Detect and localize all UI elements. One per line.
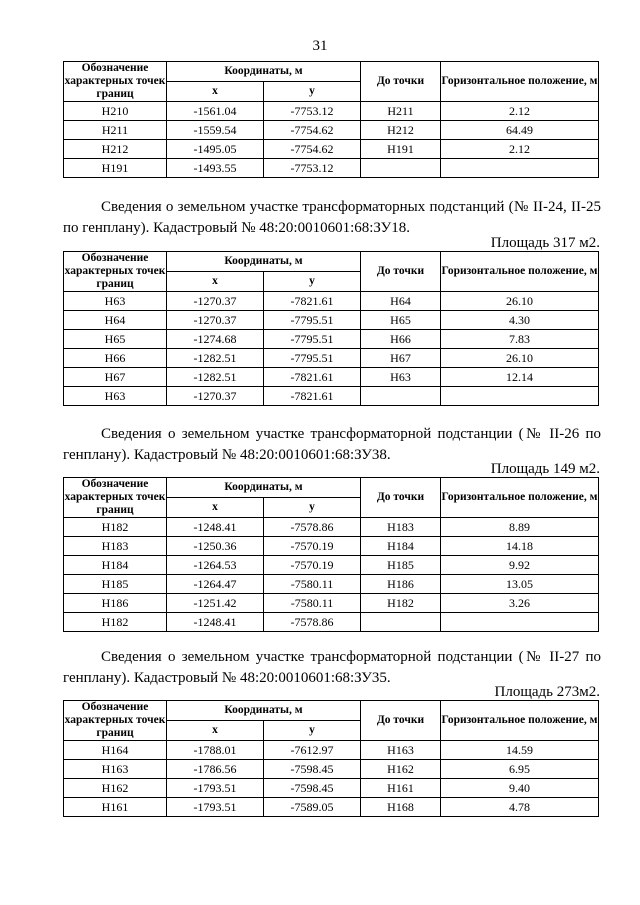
- distance-cell: 12.14: [441, 368, 599, 387]
- to-point-cell: Н182: [361, 594, 441, 613]
- to-point-cell: Н63: [361, 368, 441, 387]
- table-row: [64, 368, 599, 387]
- to-point-cell: [361, 387, 441, 406]
- table-body: [64, 518, 599, 632]
- table-row: [64, 330, 599, 349]
- y-coordinate-cell: -7580.11: [264, 594, 361, 613]
- y-coordinate-cell: -7754.62: [264, 140, 361, 159]
- to-point-cell: Н168: [361, 798, 441, 817]
- table-row: [64, 741, 599, 760]
- y-coordinate-cell: -7589.05: [264, 798, 361, 817]
- header-coordinates: Координаты, м: [167, 478, 361, 498]
- point-name-cell: Н162: [64, 779, 167, 798]
- to-point-cell: Н183: [361, 518, 441, 537]
- x-coordinate-cell: -1495.05: [167, 140, 264, 159]
- header-x: x: [167, 721, 264, 741]
- x-coordinate-cell: -1248.41: [167, 613, 264, 632]
- to-point-cell: Н186: [361, 575, 441, 594]
- coordinates-table: [63, 700, 599, 817]
- header-point-name: Обозначение характерных точек границ: [64, 62, 166, 100]
- header-point-name: Обозначение характерных точек границ: [64, 701, 166, 739]
- parcel-area: Площадь 149 м2.: [490, 461, 600, 477]
- y-coordinate-cell: -7578.86: [264, 518, 361, 537]
- header-x: x: [167, 498, 264, 518]
- table-row: [64, 159, 599, 178]
- x-coordinate-cell: -1786.56: [167, 760, 264, 779]
- to-point-cell: Н67: [361, 349, 441, 368]
- x-coordinate-cell: -1270.37: [167, 387, 264, 406]
- header-y: y: [264, 721, 361, 741]
- header-x: x: [167, 272, 264, 292]
- parcel-description: Сведения о земельном участке трансформаторной подстанции (№ II-27 по генплану). Кадастровый № 48:20:0010601:68:ЗУ35.: [63, 649, 601, 686]
- to-point-cell: Н65: [361, 311, 441, 330]
- distance-cell: 9.92: [441, 556, 599, 575]
- coordinates-table: [63, 61, 599, 178]
- header-x: x: [167, 82, 264, 102]
- distance-cell: 3.26: [441, 594, 599, 613]
- x-coordinate-cell: -1788.01: [167, 741, 264, 760]
- header-to-point: До точки: [361, 252, 441, 292]
- point-name-cell: Н191: [64, 159, 167, 178]
- x-coordinate-cell: -1282.51: [167, 368, 264, 387]
- table-row: [64, 798, 599, 817]
- y-coordinate-cell: -7795.51: [264, 311, 361, 330]
- y-coordinate-cell: -7598.45: [264, 779, 361, 798]
- table-row: [64, 556, 599, 575]
- header-to-point: До точки: [361, 478, 441, 518]
- header-y: y: [264, 498, 361, 518]
- y-coordinate-cell: -7795.51: [264, 330, 361, 349]
- y-coordinate-cell: -7598.45: [264, 760, 361, 779]
- to-point-cell: Н184: [361, 537, 441, 556]
- distance-cell: 26.10: [441, 292, 599, 311]
- table-row: [64, 121, 599, 140]
- table-row: [64, 594, 599, 613]
- y-coordinate-cell: -7821.61: [264, 292, 361, 311]
- coordinates-table: [63, 251, 599, 406]
- point-name-cell: Н185: [64, 575, 167, 594]
- distance-cell: 7.83: [441, 330, 599, 349]
- point-name-cell: Н63: [64, 292, 167, 311]
- y-coordinate-cell: -7570.19: [264, 556, 361, 575]
- x-coordinate-cell: -1270.37: [167, 311, 264, 330]
- header-coordinates: Координаты, м: [167, 252, 361, 272]
- point-name-cell: Н210: [64, 102, 167, 121]
- point-name-cell: Н183: [64, 537, 167, 556]
- point-name-cell: Н182: [64, 613, 167, 632]
- x-coordinate-cell: -1250.36: [167, 537, 264, 556]
- distance-cell: 2.12: [441, 102, 599, 121]
- x-coordinate-cell: -1559.54: [167, 121, 264, 140]
- y-coordinate-cell: -7570.19: [264, 537, 361, 556]
- point-name-cell: Н163: [64, 760, 167, 779]
- coordinates-table: [63, 477, 599, 632]
- distance-cell: [441, 613, 599, 632]
- header-to-point: До точки: [361, 62, 441, 102]
- table-row: [64, 387, 599, 406]
- x-coordinate-cell: -1274.68: [167, 330, 264, 349]
- to-point-cell: Н64: [361, 292, 441, 311]
- header-y: y: [264, 272, 361, 292]
- table-body: [64, 292, 599, 406]
- y-coordinate-cell: -7580.11: [264, 575, 361, 594]
- to-point-cell: Н211: [361, 102, 441, 121]
- y-coordinate-cell: -7753.12: [264, 159, 361, 178]
- parcel-area: Площадь 317 м2.: [490, 235, 600, 251]
- parcel-area: Площадь 273м2.: [494, 684, 600, 700]
- point-name-cell: Н182: [64, 518, 167, 537]
- distance-cell: 64.49: [441, 121, 599, 140]
- point-name-cell: Н67: [64, 368, 167, 387]
- to-point-cell: Н66: [361, 330, 441, 349]
- header-coordinates: Координаты, м: [167, 62, 361, 82]
- table-row: [64, 311, 599, 330]
- to-point-cell: Н161: [361, 779, 441, 798]
- table-row: [64, 349, 599, 368]
- point-name-cell: Н161: [64, 798, 167, 817]
- to-point-cell: [361, 613, 441, 632]
- point-name-cell: Н186: [64, 594, 167, 613]
- point-name-cell: Н66: [64, 349, 167, 368]
- to-point-cell: Н162: [361, 760, 441, 779]
- distance-cell: 4.30: [441, 311, 599, 330]
- point-name-cell: Н184: [64, 556, 167, 575]
- parcel-description: Сведения о земельном участке трансформаторной подстанции (№ II-26 по генплану). Кадастровый № 48:20:0010601:68:ЗУ38.: [63, 426, 601, 463]
- table-row: [64, 292, 599, 311]
- x-coordinate-cell: -1248.41: [167, 518, 264, 537]
- table-row: [64, 613, 599, 632]
- table-row: [64, 537, 599, 556]
- table-row: [64, 518, 599, 537]
- x-coordinate-cell: -1493.55: [167, 159, 264, 178]
- y-coordinate-cell: -7795.51: [264, 349, 361, 368]
- header-coordinates: Координаты, м: [167, 701, 361, 721]
- distance-cell: 13.05: [441, 575, 599, 594]
- to-point-cell: Н163: [361, 741, 441, 760]
- x-coordinate-cell: -1264.47: [167, 575, 264, 594]
- to-point-cell: Н191: [361, 140, 441, 159]
- x-coordinate-cell: -1251.42: [167, 594, 264, 613]
- distance-cell: [441, 387, 599, 406]
- x-coordinate-cell: -1561.04: [167, 102, 264, 121]
- header-point-name: Обозначение характерных точек границ: [64, 252, 166, 290]
- to-point-cell: Н212: [361, 121, 441, 140]
- distance-cell: 26.10: [441, 349, 599, 368]
- header-point-name: Обозначение характерных точек границ: [64, 478, 166, 516]
- table-row: [64, 760, 599, 779]
- header-horizontal-distance: Горизонтальное положение, м: [441, 252, 599, 292]
- header-to-point: До точки: [361, 701, 441, 741]
- y-coordinate-cell: -7821.61: [264, 368, 361, 387]
- x-coordinate-cell: -1793.51: [167, 779, 264, 798]
- x-coordinate-cell: -1793.51: [167, 798, 264, 817]
- to-point-cell: Н185: [361, 556, 441, 575]
- y-coordinate-cell: -7612.97: [264, 741, 361, 760]
- distance-cell: [441, 159, 599, 178]
- to-point-cell: [361, 159, 441, 178]
- y-coordinate-cell: -7754.62: [264, 121, 361, 140]
- x-coordinate-cell: -1282.51: [167, 349, 264, 368]
- table-body: [64, 102, 599, 178]
- point-name-cell: Н63: [64, 387, 167, 406]
- point-name-cell: Н164: [64, 741, 167, 760]
- table-row: [64, 102, 599, 121]
- y-coordinate-cell: -7578.86: [264, 613, 361, 632]
- distance-cell: 6.95: [441, 760, 599, 779]
- x-coordinate-cell: -1264.53: [167, 556, 264, 575]
- table-row: [64, 779, 599, 798]
- distance-cell: 8.89: [441, 518, 599, 537]
- header-horizontal-distance: Горизонтальное положение, м: [441, 62, 599, 102]
- table-row: [64, 140, 599, 159]
- y-coordinate-cell: -7753.12: [264, 102, 361, 121]
- header-horizontal-distance: Горизонтальное положение, м: [441, 478, 599, 518]
- page-number: 31: [312, 38, 328, 54]
- point-name-cell: Н65: [64, 330, 167, 349]
- header-horizontal-distance: Горизонтальное положение, м: [441, 701, 599, 741]
- y-coordinate-cell: -7821.61: [264, 387, 361, 406]
- point-name-cell: Н211: [64, 121, 167, 140]
- parcel-description: Сведения о земельном участке трансформаторных подстанций (№ II-24, II-25 по генплану). Кадастровый № 48:20:0010601:68:ЗУ18.: [63, 199, 601, 236]
- distance-cell: 14.18: [441, 537, 599, 556]
- distance-cell: 9.40: [441, 779, 599, 798]
- header-y: y: [264, 82, 361, 102]
- x-coordinate-cell: -1270.37: [167, 292, 264, 311]
- table-row: [64, 575, 599, 594]
- table-body: [64, 741, 599, 817]
- point-name-cell: Н212: [64, 140, 167, 159]
- distance-cell: 2.12: [441, 140, 599, 159]
- distance-cell: 4.78: [441, 798, 599, 817]
- distance-cell: 14.59: [441, 741, 599, 760]
- point-name-cell: Н64: [64, 311, 167, 330]
